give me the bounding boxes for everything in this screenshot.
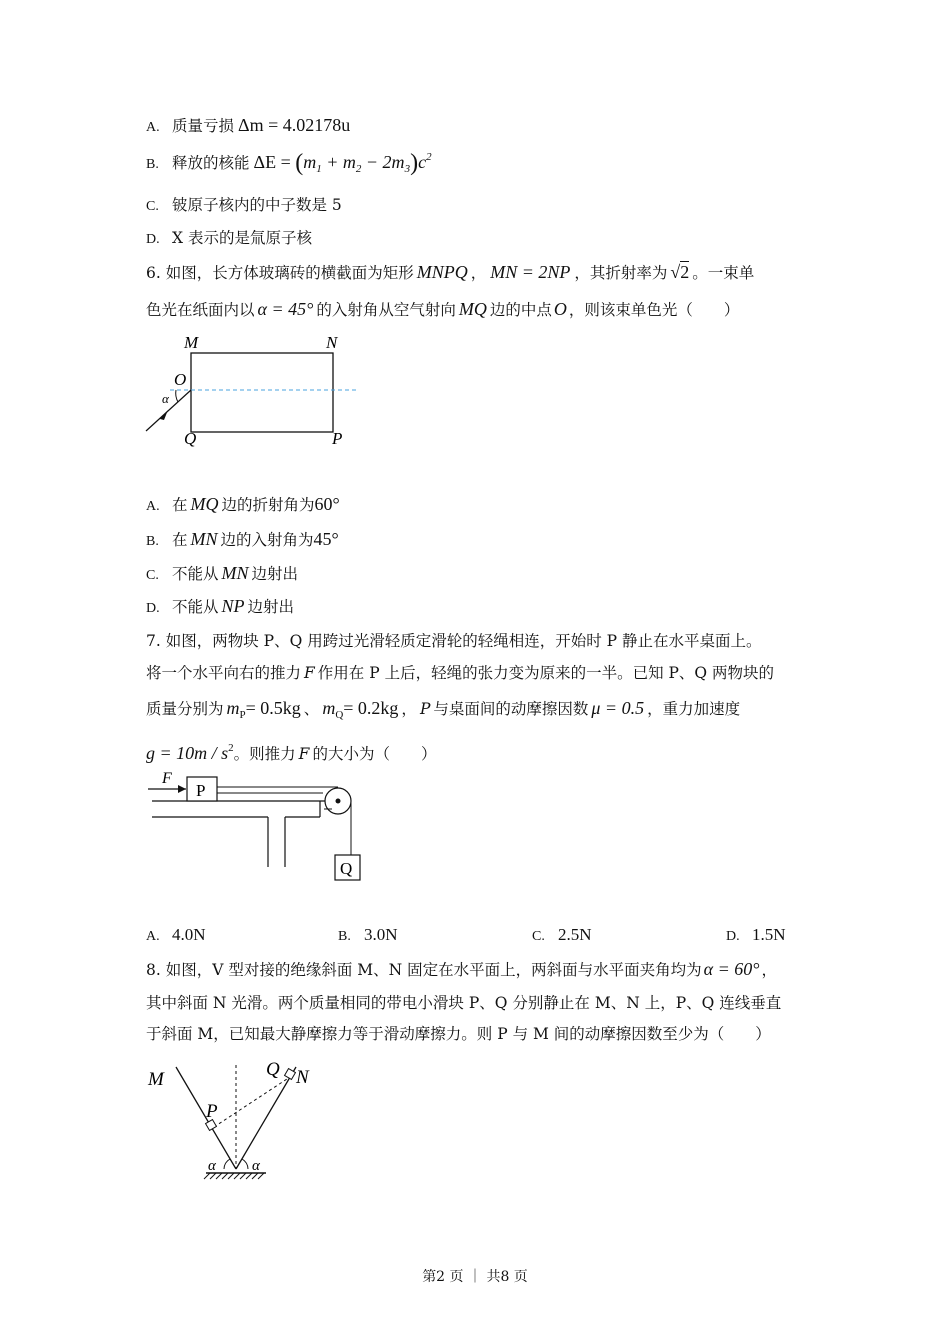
q6-text: 。一束单 <box>692 264 755 282</box>
option-text: 边射出 <box>251 565 299 583</box>
q8-text: ， <box>761 961 777 979</box>
q5-option-d <box>146 226 312 248</box>
label-O: O <box>174 370 187 389</box>
mass-q-symbol: $m_Q$ <box>322 698 344 721</box>
q7-text: ， <box>401 700 417 718</box>
q6-glass-brick-figure <box>140 330 370 450</box>
option-text: X 表示的是氚原子核 <box>172 229 312 247</box>
label-P: P <box>196 781 206 800</box>
incline-N <box>236 1067 296 1169</box>
q8-stem-line2: 其中斜面 N 光滑。两个质量相同的带电小滑块 P、Q 分别静止在 M、N 上，P、Q 连线垂直 <box>146 994 782 1012</box>
label-M: M <box>148 1069 164 1090</box>
option-label: A. <box>146 499 160 514</box>
option-value: 4.0N <box>172 925 206 944</box>
label-F: F <box>162 770 172 787</box>
q8-text: 8. 如图，V 型对接的绝缘斜面 M、N 固定在水平面上，两斜面与水平面夹角均为 <box>146 961 702 979</box>
glass-rectangle <box>191 353 333 432</box>
q6-text: ， <box>470 264 487 282</box>
angle-arc-right <box>242 1159 248 1169</box>
q6-text: 的入射角从空气射向 <box>316 301 456 319</box>
q5-option-b <box>146 150 432 177</box>
q7-option-b <box>338 925 398 945</box>
option-label: B. <box>146 157 159 172</box>
q7-text: 的大小为（ ） <box>312 745 437 763</box>
force-arrowhead <box>178 785 186 793</box>
q8-math: α = 60° <box>703 959 760 979</box>
option-label: D. <box>726 929 740 944</box>
label-alpha-left: α <box>208 1158 216 1174</box>
q7-math: F <box>298 745 310 763</box>
pq-dashed-line <box>214 1077 290 1127</box>
q7-stem-line4 <box>146 737 436 765</box>
label-P: P <box>206 1101 218 1122</box>
option-value: 2.5N <box>558 925 592 944</box>
q7-text: 质量分别为 <box>146 700 224 718</box>
q6-text: 色光在纸面内以 <box>146 301 255 319</box>
label-M: M <box>184 333 199 352</box>
page-footer: 第2 页 ｜ 共8 页 <box>422 1269 528 1285</box>
q7-option-c <box>532 925 592 945</box>
option-math: Δm = 4.02178u <box>238 115 351 135</box>
label-alpha-right: α <box>252 1158 260 1174</box>
q6-option-d <box>146 595 294 617</box>
option-value: 3.0N <box>364 925 398 944</box>
q7-text: 、 <box>303 700 320 718</box>
q7-math: μ = 0.5 <box>591 698 645 718</box>
option-value: 1.5N <box>752 925 786 944</box>
q5-option-a <box>146 114 350 136</box>
angle-arc <box>176 390 178 402</box>
option-math: 60° <box>314 494 340 514</box>
option-text: 质量亏损 <box>172 117 235 135</box>
q7-stem-line3 <box>146 697 740 726</box>
q7-math: = 0.5kg <box>245 698 301 718</box>
q6-stem-line2 <box>146 298 739 321</box>
q6-math: α = 45° <box>257 299 314 319</box>
q5-option-c <box>146 193 342 215</box>
option-math: 45° <box>313 529 339 549</box>
q7-math: g = 10m / s <box>146 743 229 763</box>
q8-stem-line1 <box>146 958 777 981</box>
option-text: 不能从 <box>172 598 219 616</box>
mass-p-symbol: $m_P$ <box>226 698 246 721</box>
option-text: 边的入射角为 <box>220 531 314 549</box>
q7-option-a <box>146 925 206 945</box>
energy-formula: $(m_1 + m_2 - 2m_3)c^2$ <box>295 150 432 176</box>
option-math: MN <box>221 563 249 583</box>
q7-option-d <box>726 925 786 945</box>
option-text: 释放的核能 <box>172 154 250 172</box>
label-Q: Q <box>340 859 353 878</box>
pulley-axle <box>336 799 341 804</box>
q6-math: MN = 2NP <box>490 262 571 282</box>
option-label: B. <box>146 534 159 549</box>
q6-stem-line1 <box>146 261 754 284</box>
q7-text: 作用在 P 上后，轻绳的张力变为原来的一半。已知 P、Q 两物块的 <box>317 664 775 682</box>
option-text: 铍原子核内的中子数是 5 <box>172 196 342 214</box>
q7-math: = 0.2kg <box>343 698 399 718</box>
q6-math: O <box>553 299 567 319</box>
q6-math: MNPQ <box>416 262 468 282</box>
q7-stem-line1: 7. 如图，两物块 P、Q 用跨过光滑轻质定滑轮的轻绳相连，开始时 P 静止在水平桌面上。 <box>146 632 762 650</box>
option-label: C. <box>146 568 159 583</box>
option-text: 在 <box>172 496 188 514</box>
ray-arrow <box>160 410 168 420</box>
q6-text: ，则该束单色光（ ） <box>568 301 740 319</box>
option-label: C. <box>532 929 545 944</box>
sqrt-2: √2 <box>670 262 690 282</box>
q7-stem-line2 <box>146 662 774 684</box>
option-math-prefix: ΔE = <box>253 152 296 172</box>
q6-text: 边的中点 <box>489 301 552 319</box>
q7-text: 将一个水平向右的推力 <box>146 664 302 682</box>
q6-text: ，其折射率为 <box>574 264 668 282</box>
label-Q: Q <box>266 1059 280 1080</box>
q6-text: 6. 如图，长方体玻璃砖的横截面为矩形 <box>146 264 414 282</box>
q7-math: F <box>304 664 315 682</box>
q8-stem-line3: 于斜面 M，已知最大静摩擦力等于滑动摩擦力。则 P 与 M 间的动摩擦因数至少为（ ） <box>146 1025 771 1043</box>
q7-text: ，重力加速度 <box>647 700 741 718</box>
option-text: 边的折射角为 <box>221 496 315 514</box>
option-math: NP <box>221 596 245 616</box>
option-math: MQ <box>190 494 219 514</box>
option-label: D. <box>146 601 160 616</box>
q7-math-sup: 2 <box>228 742 234 754</box>
option-text: 边射出 <box>247 598 295 616</box>
q8-v-incline-figure <box>140 1055 330 1185</box>
label-P: P <box>332 429 343 448</box>
label-N: N <box>326 333 338 352</box>
option-label: C. <box>146 199 159 214</box>
q6-option-b <box>146 528 339 550</box>
q7-math: P <box>419 700 431 718</box>
option-label: A. <box>146 120 160 135</box>
option-label: B. <box>338 929 351 944</box>
q6-math: MQ <box>458 299 487 319</box>
label-alpha: α <box>162 391 169 406</box>
option-text: 不能从 <box>172 565 219 583</box>
option-label: D. <box>146 232 160 247</box>
angle-arc-left <box>224 1159 230 1169</box>
option-label: A. <box>146 929 160 944</box>
option-math: MN <box>190 529 218 549</box>
q7-text: 。则推力 <box>233 745 296 763</box>
option-text: 在 <box>172 531 188 549</box>
label-Q: Q <box>184 429 197 448</box>
q7-pulley-figure <box>140 765 370 890</box>
q6-option-c <box>146 562 298 584</box>
q7-text: 与桌面间的动摩擦因数 <box>433 700 589 718</box>
q6-option-a <box>146 493 340 515</box>
label-N: N <box>296 1067 309 1088</box>
